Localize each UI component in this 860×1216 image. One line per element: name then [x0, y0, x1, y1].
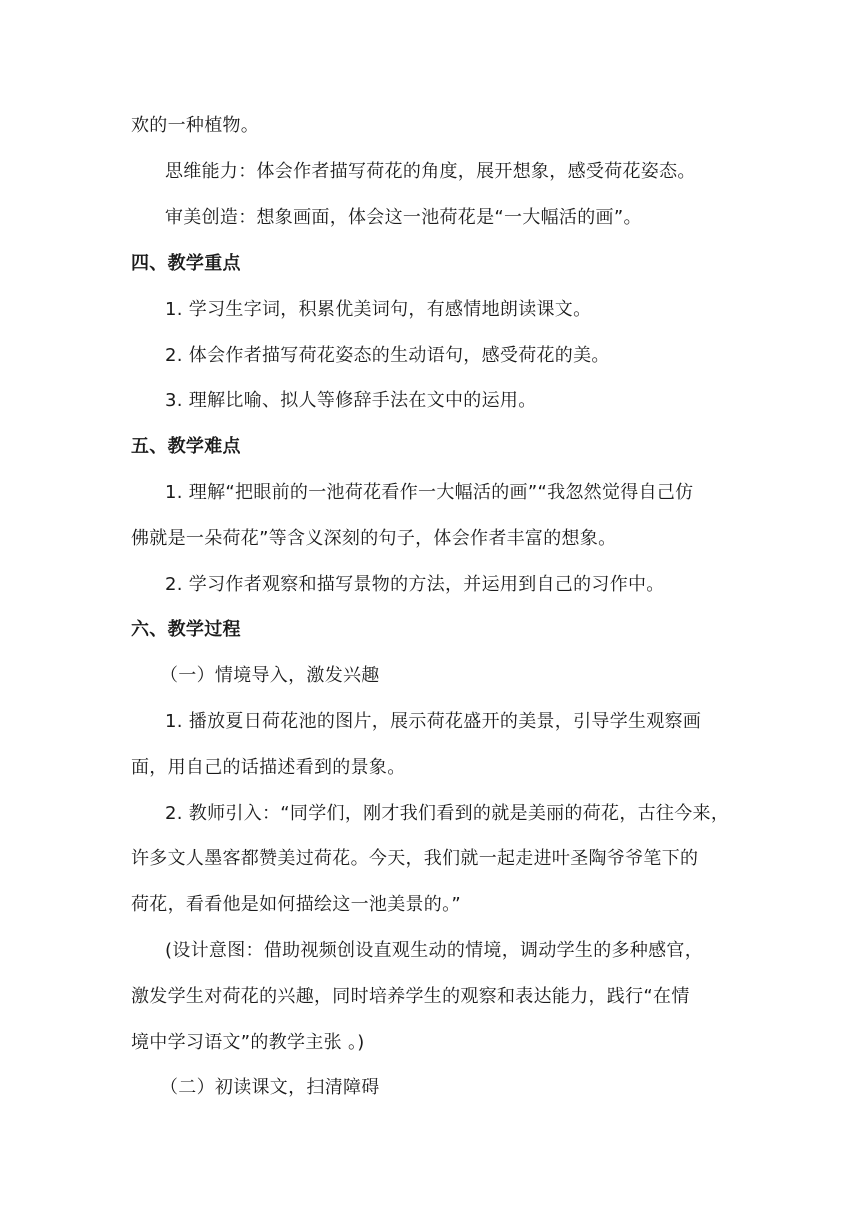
paragraph-line: 激发学生对荷花的兴趣，同时培养学生的观察和表达能力，践行“在情 [131, 986, 690, 1007]
section-heading: 四、教学重点 [131, 253, 241, 274]
paragraph-line: 面，用自己的话描述看到的景象。 [131, 757, 406, 778]
paragraph-line: 佛就是一朵荷花”等含义深刻的句子，体会作者丰富的想象。 [131, 528, 617, 549]
section-heading: 六、教学过程 [131, 619, 241, 640]
subsection-heading: （一）情境导入，激发兴趣 [160, 665, 380, 686]
list-item: 1. 播放夏日荷花池的图片，展示荷花盛开的美景，引导学生观察画 [165, 711, 702, 732]
paragraph-line: 思维能力：体会作者描写荷花的角度，展开想象，感受荷花姿态。 [165, 161, 696, 182]
paragraph-line: 审美创造：想象画面，体会这一池荷花是“一大幅活的画”。 [165, 207, 642, 228]
list-item: 3. 理解比喻、拟人等修辞手法在文中的运用。 [165, 390, 537, 411]
section-heading: 五、教学难点 [131, 436, 241, 457]
list-item: 1. 理解“把眼前的一池荷花看作一大幅活的画”“我忽然觉得自己仿 [165, 482, 694, 503]
paragraph-line: 境中学习语文”的教学主张 。) [131, 1032, 365, 1053]
paragraph-line: 欢的一种植物。 [131, 115, 260, 136]
paragraph-line: 许多文人墨客都赞美过荷花。今天，我们就一起走进叶圣陶爷爷笔下的 [131, 848, 699, 869]
list-item: 2. 教师引入：“同学们，刚才我们看到的就是美丽的荷花，古往今来， [165, 803, 730, 824]
paragraph-line: 荷花，看看他是如何描绘这一池美景的。” [131, 894, 462, 915]
list-item: 2. 体会作者描写荷花姿态的生动语句，感受荷花的美。 [165, 345, 610, 366]
list-item: 2. 学习作者观察和描写景物的方法，并运用到自己的习作中。 [165, 574, 665, 595]
design-intent-note: (设计意图：借助视频创设直观生动的情境，调动学生的多种感官， [165, 940, 704, 961]
subsection-heading: （二）初读课文，扫清障碍 [160, 1077, 380, 1098]
list-item: 1. 学习生字词，积累优美词句，有感情地朗读课文。 [165, 299, 592, 320]
